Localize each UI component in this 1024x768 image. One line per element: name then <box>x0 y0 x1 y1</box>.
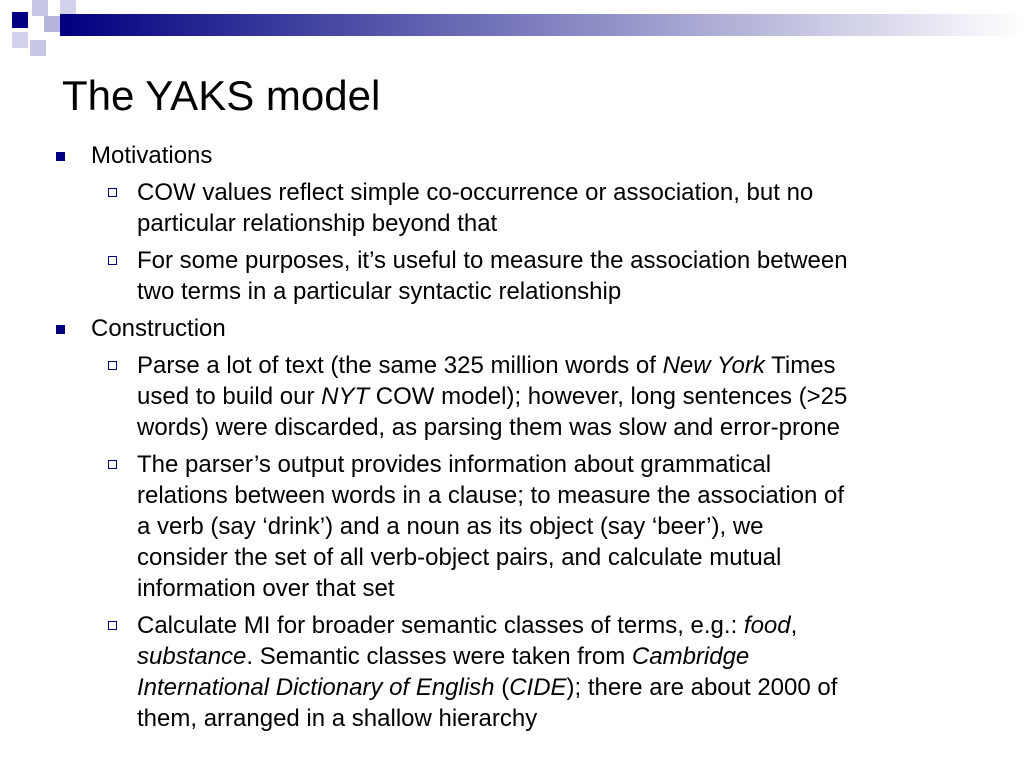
text-segment: For some purposes, it’s useful to measure the association between <box>137 247 848 274</box>
bullet-text-line <box>137 573 1024 604</box>
text-segment: COW values reflect simple co-occurrence or association, but no <box>137 179 814 206</box>
bullet-text-line <box>137 703 1024 734</box>
hollow-square-bullet-icon <box>108 361 117 370</box>
deco-square-light <box>12 32 28 48</box>
bullet-text-line <box>137 610 1024 641</box>
text-segment: information over that set <box>137 575 395 602</box>
bullet-text-line <box>137 480 1024 511</box>
filled-square-bullet-icon <box>56 325 65 334</box>
text-segment: COW model); however, long sentences (>25 <box>369 383 848 410</box>
bullet-text-line <box>137 542 1024 573</box>
italic-text: NYT <box>321 383 370 410</box>
text-segment: ); there are about 2000 of <box>566 674 838 701</box>
header-gradient-band <box>60 14 1024 36</box>
bullet-level2 <box>0 245 1024 307</box>
text-segment: Parse a lot of text (the same 325 million words of <box>137 352 663 379</box>
bullet-level1 <box>0 140 1024 171</box>
hollow-square-bullet-icon <box>108 188 117 197</box>
text-segment: Times <box>764 352 836 379</box>
filled-square-bullet-icon <box>56 152 65 161</box>
text-segment: a verb (say ‘drink’) and a noun as its object (say ‘beer’), we <box>137 513 764 540</box>
bullet-text-line <box>137 672 1024 703</box>
text-segment: , <box>790 612 798 639</box>
italic-text: substance <box>137 643 247 670</box>
deco-square-light <box>30 40 46 56</box>
text-segment: particular relationship beyond that <box>137 210 498 237</box>
italic-text: International Dictionary of English <box>137 674 495 701</box>
bullet-text-line <box>137 276 1024 307</box>
deco-square-light <box>32 0 48 16</box>
bullet-level2 <box>0 350 1024 443</box>
bullet-text-line <box>137 381 1024 412</box>
deco-square-light <box>60 0 76 14</box>
italic-text: New York <box>662 352 765 379</box>
text-segment: Calculate MI for broader semantic classes of terms, e.g.: <box>137 612 744 639</box>
bullet-text-line <box>137 177 1024 208</box>
hollow-square-bullet-icon <box>108 621 117 630</box>
text-segment: consider the set of all verb-object pairs, and calculate mutual <box>137 544 782 571</box>
italic-text: food <box>743 612 791 639</box>
bullet-level2 <box>0 610 1024 734</box>
bullet-text-line <box>137 208 1024 239</box>
bullet-text-line <box>137 412 1024 443</box>
bullet-text-line <box>137 449 1024 480</box>
italic-text: CIDE <box>509 674 567 701</box>
hollow-square-bullet-icon <box>108 256 117 265</box>
hollow-square-bullet-icon <box>108 460 117 469</box>
bullet-text-line <box>137 245 1024 276</box>
text-segment: words) were discarded, as parsing them was slow and error-prone <box>137 414 840 441</box>
bullet-text-line <box>137 350 1024 381</box>
bullet-level2 <box>0 449 1024 604</box>
bullet-level1 <box>0 313 1024 344</box>
section-heading: Motivations <box>91 142 213 169</box>
header-decoration <box>0 0 1024 64</box>
bullet-text-line <box>137 641 1024 672</box>
text-segment: . Semantic classes were taken from <box>246 643 632 670</box>
text-segment: relations between words in a clause; to measure the association of <box>137 482 845 509</box>
slide-body <box>0 140 1024 734</box>
text-segment: ( <box>494 674 510 701</box>
italic-text: Cambridge <box>631 643 750 670</box>
section-heading: Construction <box>91 315 226 342</box>
text-segment: used to build our <box>137 383 322 410</box>
bullet-text-line <box>137 511 1024 542</box>
deco-square-dark <box>12 12 28 28</box>
text-segment: them, arranged in a shallow hierarchy <box>137 705 538 732</box>
deco-square-light <box>44 16 60 32</box>
text-segment: two terms in a particular syntactic relationship <box>137 278 622 305</box>
slide-title: The YAKS model <box>62 72 381 119</box>
bullet-level2 <box>0 177 1024 239</box>
text-segment: The parser’s output provides information about grammatical <box>137 451 772 478</box>
